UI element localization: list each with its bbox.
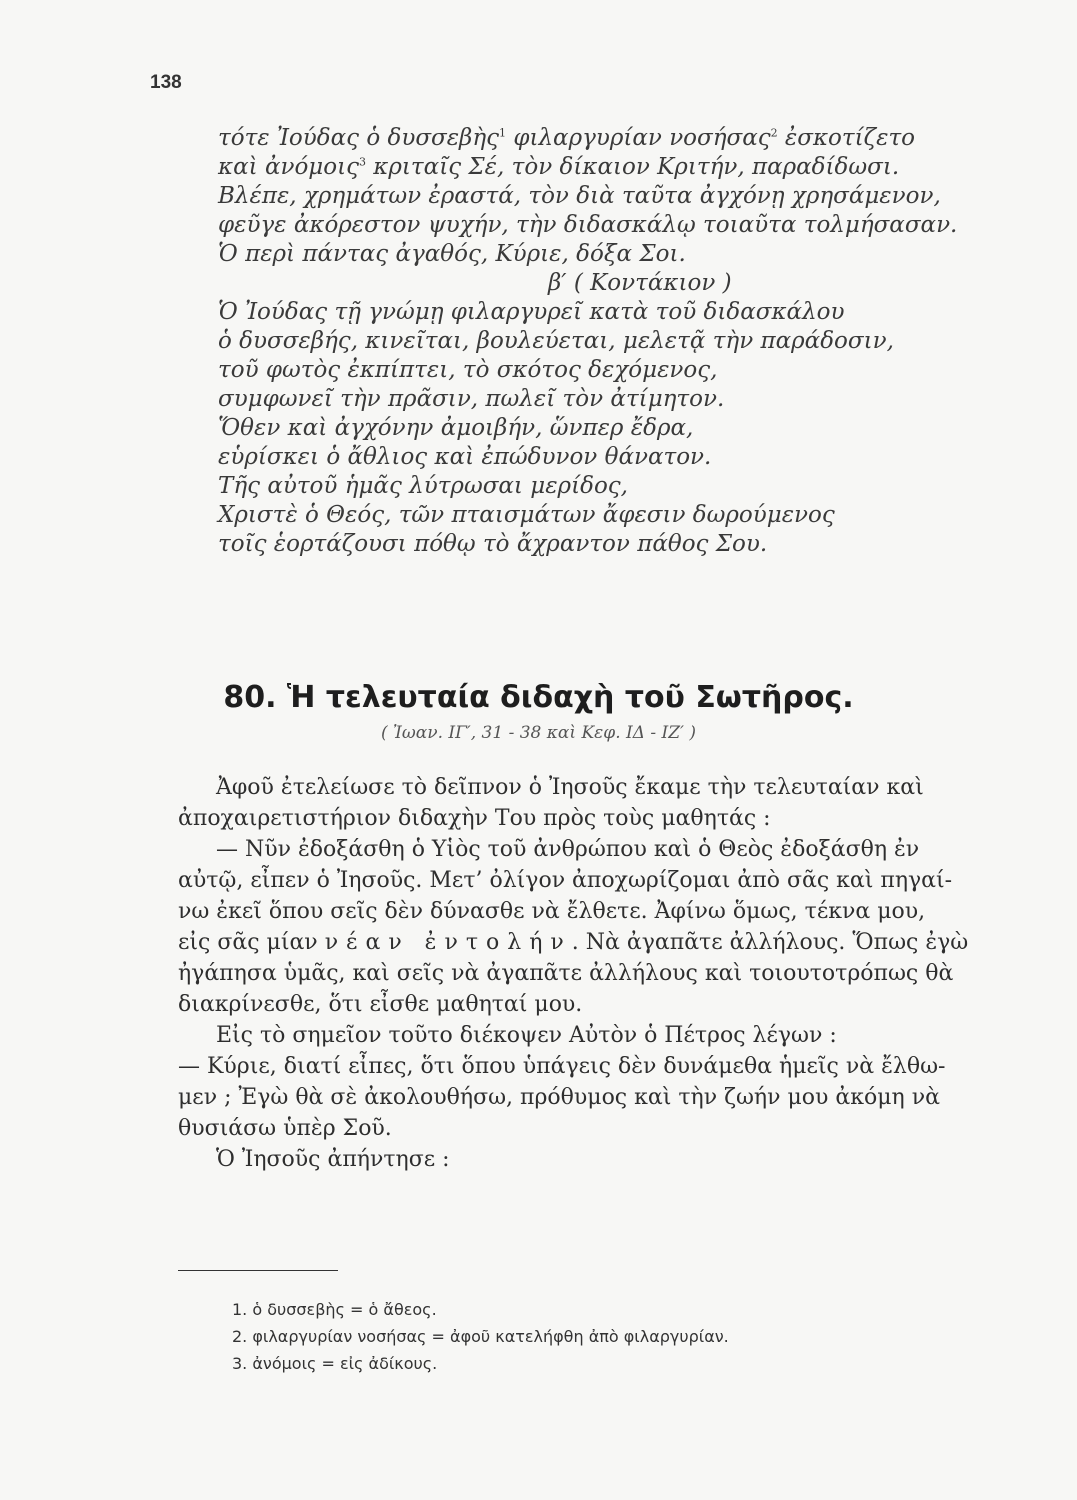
hymn-line: Βλέπε, χρημάτων ἐραστά, τὸν διὰ ταῦτα ἀγχόνῃ χρησάμενον, (218, 183, 941, 209)
scripture-reference: ( Ἰωαν. ΙΓ′, 31 - 38 καὶ Κεφ. ΙΔ - ΙΖ′ ) (381, 723, 696, 743)
hymn-text (218, 124, 958, 559)
hymn-line: φεῦγε ἀκόρεστον ψυχήν, τὴν διδασκάλῳ τοιαῦτα τολμήσασαν. (218, 212, 958, 238)
prose-line: Ἀφοῦ ἐτελείωσε τὸ δεῖπνον ὁ Ἰησοῦς ἔκαμε τὴν τελευταίαν καὶ (216, 775, 924, 800)
emphasized-new-commandment: νέαν ἐντολήν (324, 930, 572, 955)
section-title: 80. Ἡ τελευταία διδαχὴ τοῦ Σωτῆρος. (223, 680, 854, 715)
hymn-text-segment: καὶ ἀνόμοις (218, 154, 359, 180)
prose-line: ἠγάπησα ὑμᾶς, καὶ σεῖς νὰ ἀγαπᾶτε ἀλλήλους καὶ τοιουτοτρόπως θὰ (178, 961, 954, 986)
prose-segment: . Νὰ ἀγαπᾶτε ἀλλήλους. Ὅπως ἐγὼ (571, 930, 969, 955)
prose-line: νω ἐκεῖ ὅπου σεῖς δὲν δύνασθε νὰ ἔλθετε. Ἀφίνω ὅμως, τέκνα μου, (178, 899, 926, 924)
prose-segment: εἰς σᾶς μίαν (178, 930, 318, 955)
prose-line: διακρίνεσθε, ὅτι εἶσθε μαθηταί μου. (178, 992, 583, 1017)
footnote: 2. φιλαργυρίαν νοσήσας = ἀφοῦ κατελήφθη ἀπὸ φιλαργυρίαν. (232, 1327, 729, 1346)
hymn-line: τοῖς ἑορτάζουσι πόθῳ τὸ ἄχραντον πάθος Σου. (218, 531, 768, 557)
hymn-line: συμφωνεῖ τὴν πρᾶσιν, πωλεῖ τὸν ἀτίμητον. (218, 386, 725, 412)
prose-line: — Κύριε, διατί εἶπες, ὅτι ὅπου ὑπάγεις δὲν δυνάμεθα ἡμεῖς νὰ ἔλθω- (178, 1054, 946, 1079)
prose-line: Εἰς τὸ σημεῖον τοῦτο διέκοψεν Αὐτὸν ὁ Πέτρος λέγων : (216, 1023, 837, 1048)
footnote: 3. ἀνόμοις = εἰς ἀδίκους. (232, 1354, 438, 1373)
prose-line: ἀποχαιρετιστήριον διδαχὴν Του πρὸς τοὺς μαθητάς : (178, 806, 771, 831)
footnotes (232, 1296, 729, 1377)
hymn-text-segment: φιλαργυρίαν νοσήσας (506, 125, 771, 151)
hymn-text-segment: τότε Ἰούδας ὁ δυσσεβὴς (218, 125, 500, 151)
prose-line: αὐτῷ, εἶπεν ὁ Ἰησοῦς. Μετ’ ὀλίγον ἀποχωρίζομαι ἀπὸ σᾶς καὶ πηγαί- (178, 868, 953, 893)
hymn-line: Ὅθεν καὶ ἀγχόνην ἀμοιβήν, ὥνπερ ἔδρα, (218, 415, 694, 441)
prose-text (178, 772, 978, 1175)
prose-line: μεν ; Ἐγὼ θὰ σὲ ἀκολουθήσω, πρόθυμος καὶ τὴν ζωήν μου ἀκόμη νὰ (178, 1085, 940, 1110)
footnote-divider (178, 1270, 338, 1271)
footnote-ref: 1 (499, 126, 507, 140)
hymn-line: ὁ δυσσεβής, κινεῖται, βουλεύεται, μελετᾷ τὴν παράδοσιν, (218, 328, 894, 354)
footnote-ref: 3 (359, 155, 366, 169)
footnote: 1. ὁ δυσσεβὴς = ὁ ἄθεος. (232, 1300, 437, 1319)
page-number: 138 (150, 72, 182, 93)
prose-line: θυσιάσω ὑπὲρ Σοῦ. (178, 1116, 392, 1141)
footnote-ref: 2 (770, 126, 778, 140)
hymn-text-segment: κριταῖς Σέ, τὸν δίκαιον Κριτήν, παραδίδωσι. (366, 154, 900, 180)
prose-line (178, 927, 978, 958)
hymn-line: Ὁ περὶ πάντας ἀγαθός, Κύριε, δόξα Σοι. (218, 241, 686, 267)
hymn-line: Χριστὲ ὁ Θεός, τῶν πταισμάτων ἄφεσιν δωρούμενος (218, 502, 835, 528)
prose-line: — Νῦν ἐδοξάσθη ὁ Υἱὸς τοῦ ἀνθρώπου καὶ ὁ Θεὸς ἐδοξάσθη ἐν (216, 837, 920, 862)
hymn-line (218, 124, 938, 153)
prose-line: Ὁ Ἰησοῦς ἀπήντησε : (216, 1147, 450, 1172)
hymn-line: εὑρίσκει ὁ ἄθλιος καὶ ἐπώδυνον θάνατον. (218, 444, 712, 470)
hymn-line: Ὁ Ἰούδας τῇ γνώμῃ φιλαργυρεῖ κατὰ τοῦ διδασκάλου (218, 299, 845, 325)
hymn-line: Τῆς αὐτοῦ ἡμᾶς λύτρωσαι μερίδος, (218, 473, 628, 499)
hymn-line: τοῦ φωτὸς ἐκπίπτει, τὸ σκότος δεχόμενος, (218, 357, 718, 383)
hymn-text-segment: ἐσκοτίζετο (777, 125, 916, 151)
hymn-line (218, 153, 938, 182)
kontakion-subheading: β′ ( Κοντάκιον ) (548, 270, 732, 296)
